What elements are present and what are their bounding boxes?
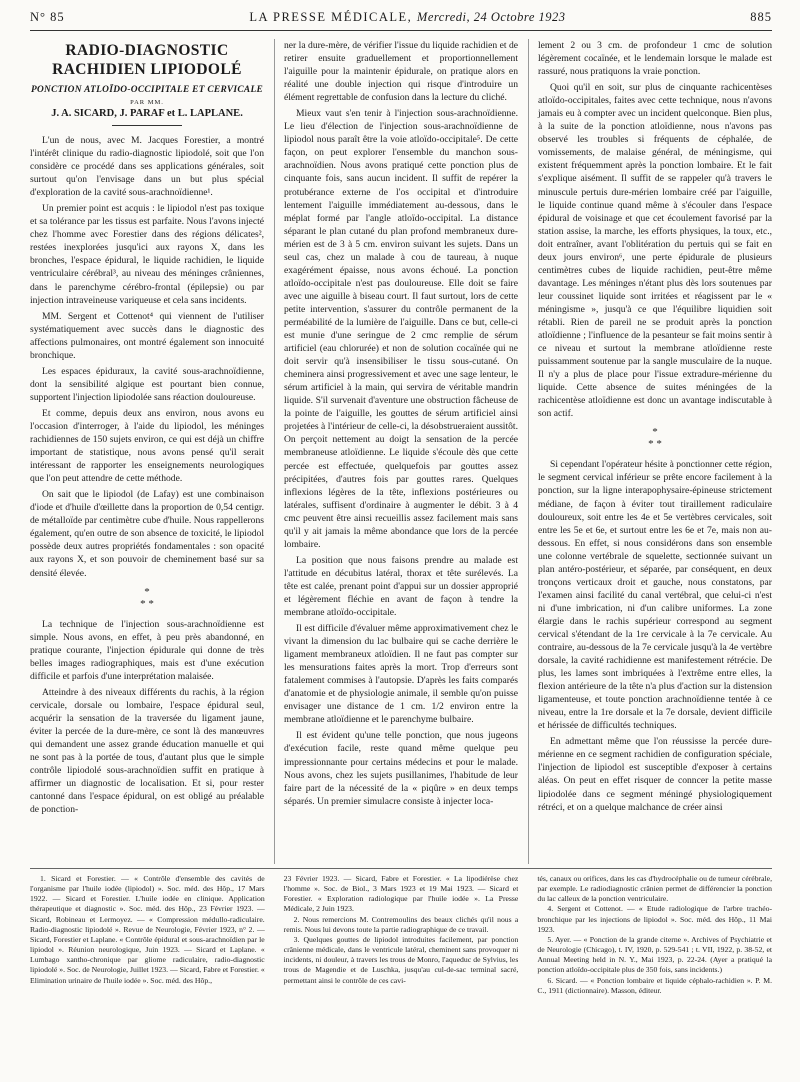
paragraph: On sait que le lipiodol (de Lafay) est une combinaison d'iode et d'huile d'œillette dans la proportion de 0,54 centigr. de métalloïde par centimètre cube d'huile. Nous rappellerons également, qu'en outre de son absence de toxicité, le lipiodol possède deux autres propriétés fondamentales : son opacité aux rayons X, et son pouvoir de cheminement basé sur sa densité élevée. bbox=[30, 489, 264, 579]
footnote: 4. Sergent et Cottenot. — « Etude radiologique de l'arbre trachéo-bronchique par les injections de lipiodol ». Soc. méd. des Hôp., 11 Mai 1923. bbox=[537, 904, 773, 934]
journal-masthead bbox=[249, 10, 565, 25]
article-heading bbox=[30, 41, 264, 126]
footnotes-column-3 bbox=[528, 874, 772, 1079]
column-1 bbox=[30, 39, 264, 864]
column-2 bbox=[274, 39, 518, 864]
footnote: 3. Quelques gouttes de lipiodol introduites facilement, par ponction crânienne médicale, dans le ventricule latéral, cheminent sans provoquer ni incidents, ni douleur, à travers les trous de Monro, l'aqueduc de Sylvius, les trous de Magendie et de Luschka, jusqu'au cul-de-sac terminal sacré, permettant ainsi le contrôle de ces cavi- bbox=[283, 934, 519, 985]
article-authors: J. A. SICARD, J. PARAF et L. LAPLANE. bbox=[51, 108, 243, 119]
footnotes bbox=[30, 868, 772, 1079]
footnote: 1. Sicard et Forestier. — « Contrôle d'ensemble des cavités de l'organisme par l'huile iodée (lipiodol) ». Soc. méd. des Hôp., 17 Mars 1922. — Sicard et Forestier. L'huile iodée en clinique. Application thérapeutique et diagnostic ». Soc. méd. des Hôp., 23 Février 1923. — Sicard, Robineau et Lermoyez. — « Compression médullo-radiculaire. Radio-diagnostic lipiodolé ». Revue de Neurologie, Février 1923, n° 2. — Sicard, Forestier et Laplane. « Contrôle épidural et sous-arachnoïdien par le lipiodol ». Réunion neurologique, Juin 1923. — Sicard et Laplane. « Lumbago xantho-chronique par gliome radiculaire, radio-diagnostic lipiodolé ». Soc. de Neurologie, Juillet 1923. — Sicard, Fabre et Forestier. « Elimination urinaire de l'huile iodée ». Soc. méd. des Hôp., bbox=[30, 874, 265, 985]
paragraph: Si cependant l'opérateur hésite à ponctionner cette région, le segment cervical inférieur se prête encore facilement à la ponction, sur la ligne interapophysaire-épineuse strictement médiane, de façon à éviter tout tiraillement radiculaire douloureux, soit entre les 4e et 5e vertèbres cervicales, soit entre les 5e et 6e, et surtout entre les 6e et 7e, mais non au-dessous. En effet, si nous considérons dans son ensemble une colonne vertébrale de squelette, sectionnée suivant un plan antéro-postérieur, et séparée, par conséquent, en deux tronçons verticaux droit et gauche, nous constatons, par l'examen ainsi facilité du canal vertébral, que celui-ci n'est ni d'une imbrication, ni d'un calibre uniformes. La zone élargie dans le rachis supérieur correspond au segment cervical s'étendant de la 1re cervicale à la 7e cervicale. Au contraire, au-dessous de la 7e cervicale jusqu'à la 4e vertèbre dorsale, la cavité rachidienne est manifestement rétrécie. De plus, les lames sont imbriquées à l'extrême entre elles, la flexion antérieure de la tête n'a plus d'action sur la distension ligamenteuse, et toute ponction arachnoïdienne tentée à ce niveau, entre la 1re dorsale et la 7e dorsale, devient difficile et hérissée de difficultés techniques. bbox=[538, 459, 772, 732]
separator-stars: * * bbox=[648, 438, 662, 451]
journal-name: LA PRESSE MÉDICALE, bbox=[249, 10, 413, 24]
footnote: 23 Février 1923. — Sicard, Fabre et Forestier. « La lipodiérèse chez l'homme ». Soc. de Biol., 3 Mars 1923 et 19 Mai 1923. — Sicard et Forestier. « Exploration radiologique par l'huile iodée ». La Presse Médicale, 2 Juin 1923. bbox=[283, 874, 519, 914]
footnotes-column-1 bbox=[30, 874, 265, 1079]
paragraph: La technique de l'injection sous-arachnoïdienne est simple. Nous avons, en effet, à peu près abandonné, en pratique courante, l'injection épidurale qui donne de très belles images radiographiques, mais est d'une exécution difficile et parfois d'une interprétation malaisée. bbox=[30, 618, 264, 682]
section-separator bbox=[30, 586, 264, 610]
paragraph: ner la dure-mère, de vérifier l'issue du liquide rachidien et de retirer ensuite graduellement et proportionnellement l'aiguille pour la maintenir épidurale, on pratique alors en réalité une double injection qui risque d'introduire un élément regrettable de confusion dans la lecture du cliché. bbox=[284, 40, 518, 104]
title-rule bbox=[112, 125, 182, 126]
issue-date: Mercredi, 24 Octobre 1923 bbox=[416, 10, 566, 24]
paragraph: Quoi qu'il en soit, sur plus de cinquante rachicentèses atloïdo-occipitales, faites avec cette technique, nous n'avons jamais eu à compter avec un incident quelconque. Bien plus, à la suite de la ponction atloïdienne, nous n'avons pas observé les troubles si fréquents de céphalée, de vomissements, de malaise général, de méningisme, qui existent fréquemment après la ponction lombaire. Et le fait s'explique aisément. Il suffit de se rappeler qu'à travers le minuscule pertuis dure-mérien lombaire créé par l'aiguille, le liquide continue quand même à s'écouler dans l'espace épidural de voisinage et que cet écoulement favorisé par la station assise, la marche, les efforts physiques, la toux, etc., doit entraîner, avant l'oblitération du pertuis qui se fait en deux jours environ⁶, une perte épidurale de plusieurs centimètres cubes de liquide rachidien, peut-être même davantage. Les méninges n'étant plus dès lors soutenues par leur coussinet liquide sont irritées et réagissent par le « méningisme », jusqu'à ce que l'équilibre liquidien soit rétabli. Rien de pareil ne se produit après la ponction atloïdienne ; l'influence de la pesanteur se fait moins sentir à ce niveau et surtout la membrane atloïdienne reste puissamment soutenue par la sangle musculaire de la nuque. Il n'y a plus de place pour l'issue extradure-mérienne du liquide. Cette absence de suites méningées de la rachicentèse atloïdienne est donc un avantage indiscutable à son actif. bbox=[538, 82, 772, 420]
separator-star: * bbox=[652, 426, 658, 439]
paragraph: Et comme, depuis deux ans environ, nous avons eu l'occasion d'interroger, à l'aide du lipiodol, les méninges rachidiennes de 150 sujets environ, ce qui est déjà un chiffre important de statistique, nous avons pensé qu'il serait intéressant de rapporter les enseignements neurologiques que l'on peut attendre de cette méthode. bbox=[30, 407, 264, 485]
article-subtitle: PONCTION ATLOÏDO-OCCIPITALE ET CERVICALE bbox=[30, 85, 264, 95]
footnote: 2. Nous remercions M. Contremoulins des beaux clichés qu'il nous a remis. Nous lui devons toute la partie radiographique de ce travail. bbox=[283, 914, 519, 934]
paragraph: L'un de nous, avec M. Jacques Forestier, a montré l'intérêt clinique du radio-diagnostic lipiodolé, soit que l'on considère ce procédé dans ses applications générales, soit surtout qu'on l'envisage dans un but plus spécial d'exploration de la cavité sous-arachnoïdienne¹. bbox=[30, 135, 264, 199]
paragraph: Mieux vaut s'en tenir à l'injection sous-arachnoïdienne. Le lieu d'élection de l'injection sous-arachnoïdienne de lipiodol nous paraît être la voie atloïdo-occipitale⁵. De cette façon, on peut explorer l'ensemble du manchon sous-arachnoïdien. Nous avons pratiqué cette ponction plus de cinquante fois, sans aucun incident. Il suffit de repérer la protubérance externe de l'os occipital et d'introduire lentement l'aiguille immédiatement au-dessous, dans le méplat formé par l'angle atloïdo-occipital. La distance séparant le plan cutané du plan profond membraneux dure-mérien est de 3 à 5 cm. environ suivant les sujets. Dans un seul cas, chez un malade à cou de taureau, à nuque exagérément épaisse, nous avons échoué. La ponction atloïdo-occipitale n'est pas douloureuse. Elle doit se faire avec une aiguille à biseau court. Il faut surtout, lors de cette petite intervention, s'assurer du contrôle permanent de la perméabilité de la lumière de l'aiguille. Dans ce but, celle-ci est munie d'une seringue de 2 cmc remplie de sérum artificiel (eau chlorurée) et non de solution cocaïnée qui ne doit servir qu'à insensibiliser le tissu sous-cutané. On cheminera ainsi progressivement et avec une sage lenteur, le sérum artificiel à la main, qui servira de véritable mandrin liquide. S'il survenait d'aventure une obstruction fâcheuse de la pointe de l'aiguille, les gouttes de sérum artificiel ainsi projetées à l'intérieur de celle-ci, la désobstrueraient aussitôt. On perçoit nettement au doigt la sensation de la percée membraneuse atloïdienne. Le liquide s'écoule dès que cette percée est effectuée, quelquefois par gouttes assez précipitées, d'autres fois par gouttes rares. Quelques inflexions légères de la tête, inflexions postérieures ou latérales, suffisent d'ordinaire à augmenter le débit. 3 à 4 cmc peuvent être ainsi recueillis assez facilement mais sans qu'il y ait jamais la même abondance que lors de la percée lombaire. bbox=[284, 108, 518, 550]
separator-stars: * * bbox=[140, 597, 154, 610]
footnote: 5. Ayer. — « Ponction de la grande citerne ». Archives of Psychiatrie et de Neurologie (Chicago), t. IV, 1920, p. 529-541 ; t. VII, 1922, p. 38-52, et Annual Meeting held in N. Y., Mai 1923, p. 22-24. (Ayer a pratiqué la ponction atloïdo-occipitale plus de 350 fois, sans incidents.) bbox=[537, 934, 773, 975]
paragraph: Il est évident qu'une telle ponction, que nous jugeons d'exécution facile, reste quand même quelque peu impressionnante pour certains médecins et pour le malade. Nous avons, chez les sujets pusillanimes, l'habitude de leur faire part de la nécessité de la « piqûre » en deux temps séparés. Un premier simulacre consiste à injecter loca- bbox=[284, 730, 518, 807]
page-number: 885 bbox=[750, 10, 772, 24]
footnote: 6. Sicard. — « Ponction lombaire et liquide céphalo-rachidien ». P. M. C., 1911 (dictionnaire). Masson, éditeur. bbox=[537, 975, 773, 995]
running-header bbox=[30, 10, 772, 31]
section-separator bbox=[538, 426, 772, 450]
paragraph: La position que nous faisons prendre au malade est l'attitude en décubitus latéral, thorax et tête surélevés. La tête est calée, prenant point d'appui sur un dossier approprié et légèrement fléchie en avant de façon à tendre la membrane atloïdo-occipitale. bbox=[284, 554, 518, 619]
article-title: RADIO-DIAGNOSTIC RACHIDIEN LIPIODOLÉ bbox=[52, 42, 242, 78]
separator-star: * bbox=[144, 585, 150, 598]
paragraph: MM. Sergent et Cottenot⁴ qui viennent de l'utiliser systématiquement avec succès dans le diagnostic des affections pulmonaires, ont montré également son innocuité bronchique. bbox=[30, 310, 264, 361]
paragraph: Les espaces épiduraux, la cavité sous-arachnoïdienne, dont la sensibilité algique est pourtant bien connue, supportent l'injection lipiodolée sans réaction douloureuse. bbox=[30, 365, 264, 403]
paragraph: Un premier point est acquis : le lipiodol n'est pas toxique et sa tolérance par les tissus est parfaite. Nous l'avons injecté chez l'homme avec Forestier dans des régions délicates², restées inexplorées jusqu'ici aux rayons X, dans les bronches, l'espace épidural, le liquide rachidien, le liquide ventriculaire cérébral³, au niveau des méninges crâniennes, dans le parenchyme cérébro-frontal (épilepsie) ou par injection intraveineuse variqueuse et cela sans incidents. bbox=[30, 203, 264, 306]
paragraph: En admettant même que l'on réussisse la percée dure-mérienne en ce segment rachidien de configuration spéciale, l'injection de lipiodol est susceptible d'exposer à certains aléas. On peut en effet risquer de conncer la petite masse lipiodolée dans ce segment méningé physiologiquement rétréci, et on a quelque malchance de créer ainsi bbox=[538, 736, 772, 813]
footnotes-column-2 bbox=[275, 874, 519, 1079]
issue-number: N° 85 bbox=[30, 10, 65, 24]
paragraph: Il est difficile d'évaluer même approximativement chez le vivant la dimension du lac bulbaire qui se cache derrière le ligament membraneux atloïdien. Il ne faut pas compter sur les mensurations faites après la mort. Trop d'erreurs sont fatalement commises à l'autopsie. D'après les faits comparés d'anatomie et de physiologie animale, il semble qu'on puisse envisager une distance de 1 cm. 1/2 environ entre la membrane atloïdienne et le parenchyme bulbaire. bbox=[284, 623, 518, 726]
footnote: tés, canaux ou orifices, dans les cas d'hydrocéphalie ou de tumeur cérébrale, par exemple. Le radiodiagnostic crânien permet de différencier la ponction du lac calleux de la ponction ventriculaire. bbox=[537, 874, 773, 904]
column-3 bbox=[528, 39, 772, 864]
paragraph: Atteindre à des niveaux différents du rachis, à la région cervicale, dorsale ou lombaire, l'espace épidural seul, acquérir la sensation de la traversée du ligament jaune, éviter la percée de la dure-mère, ce sont là des manœuvres qui demandent une assez grande éducation manuelle et qui ne sont pas à la portée de tous, d'autant plus que le simple contrôle lipiodolé sous-arachnoïdien suffit en pratique à affirmer un diagnostic de localisation. Et si, pour rester cantonné dans l'espace épidural, on est obligé au préalable de ponction- bbox=[30, 686, 264, 816]
authors-prefix: PAR MM. bbox=[130, 99, 164, 106]
paragraph: lement 2 ou 3 cm. de profondeur 1 cmc de solution légèrement cocaïnée, et le lendemain lorsque le malade est rassuré, nous pratiquons la vraie ponction. bbox=[538, 40, 772, 78]
article-columns bbox=[30, 39, 772, 864]
